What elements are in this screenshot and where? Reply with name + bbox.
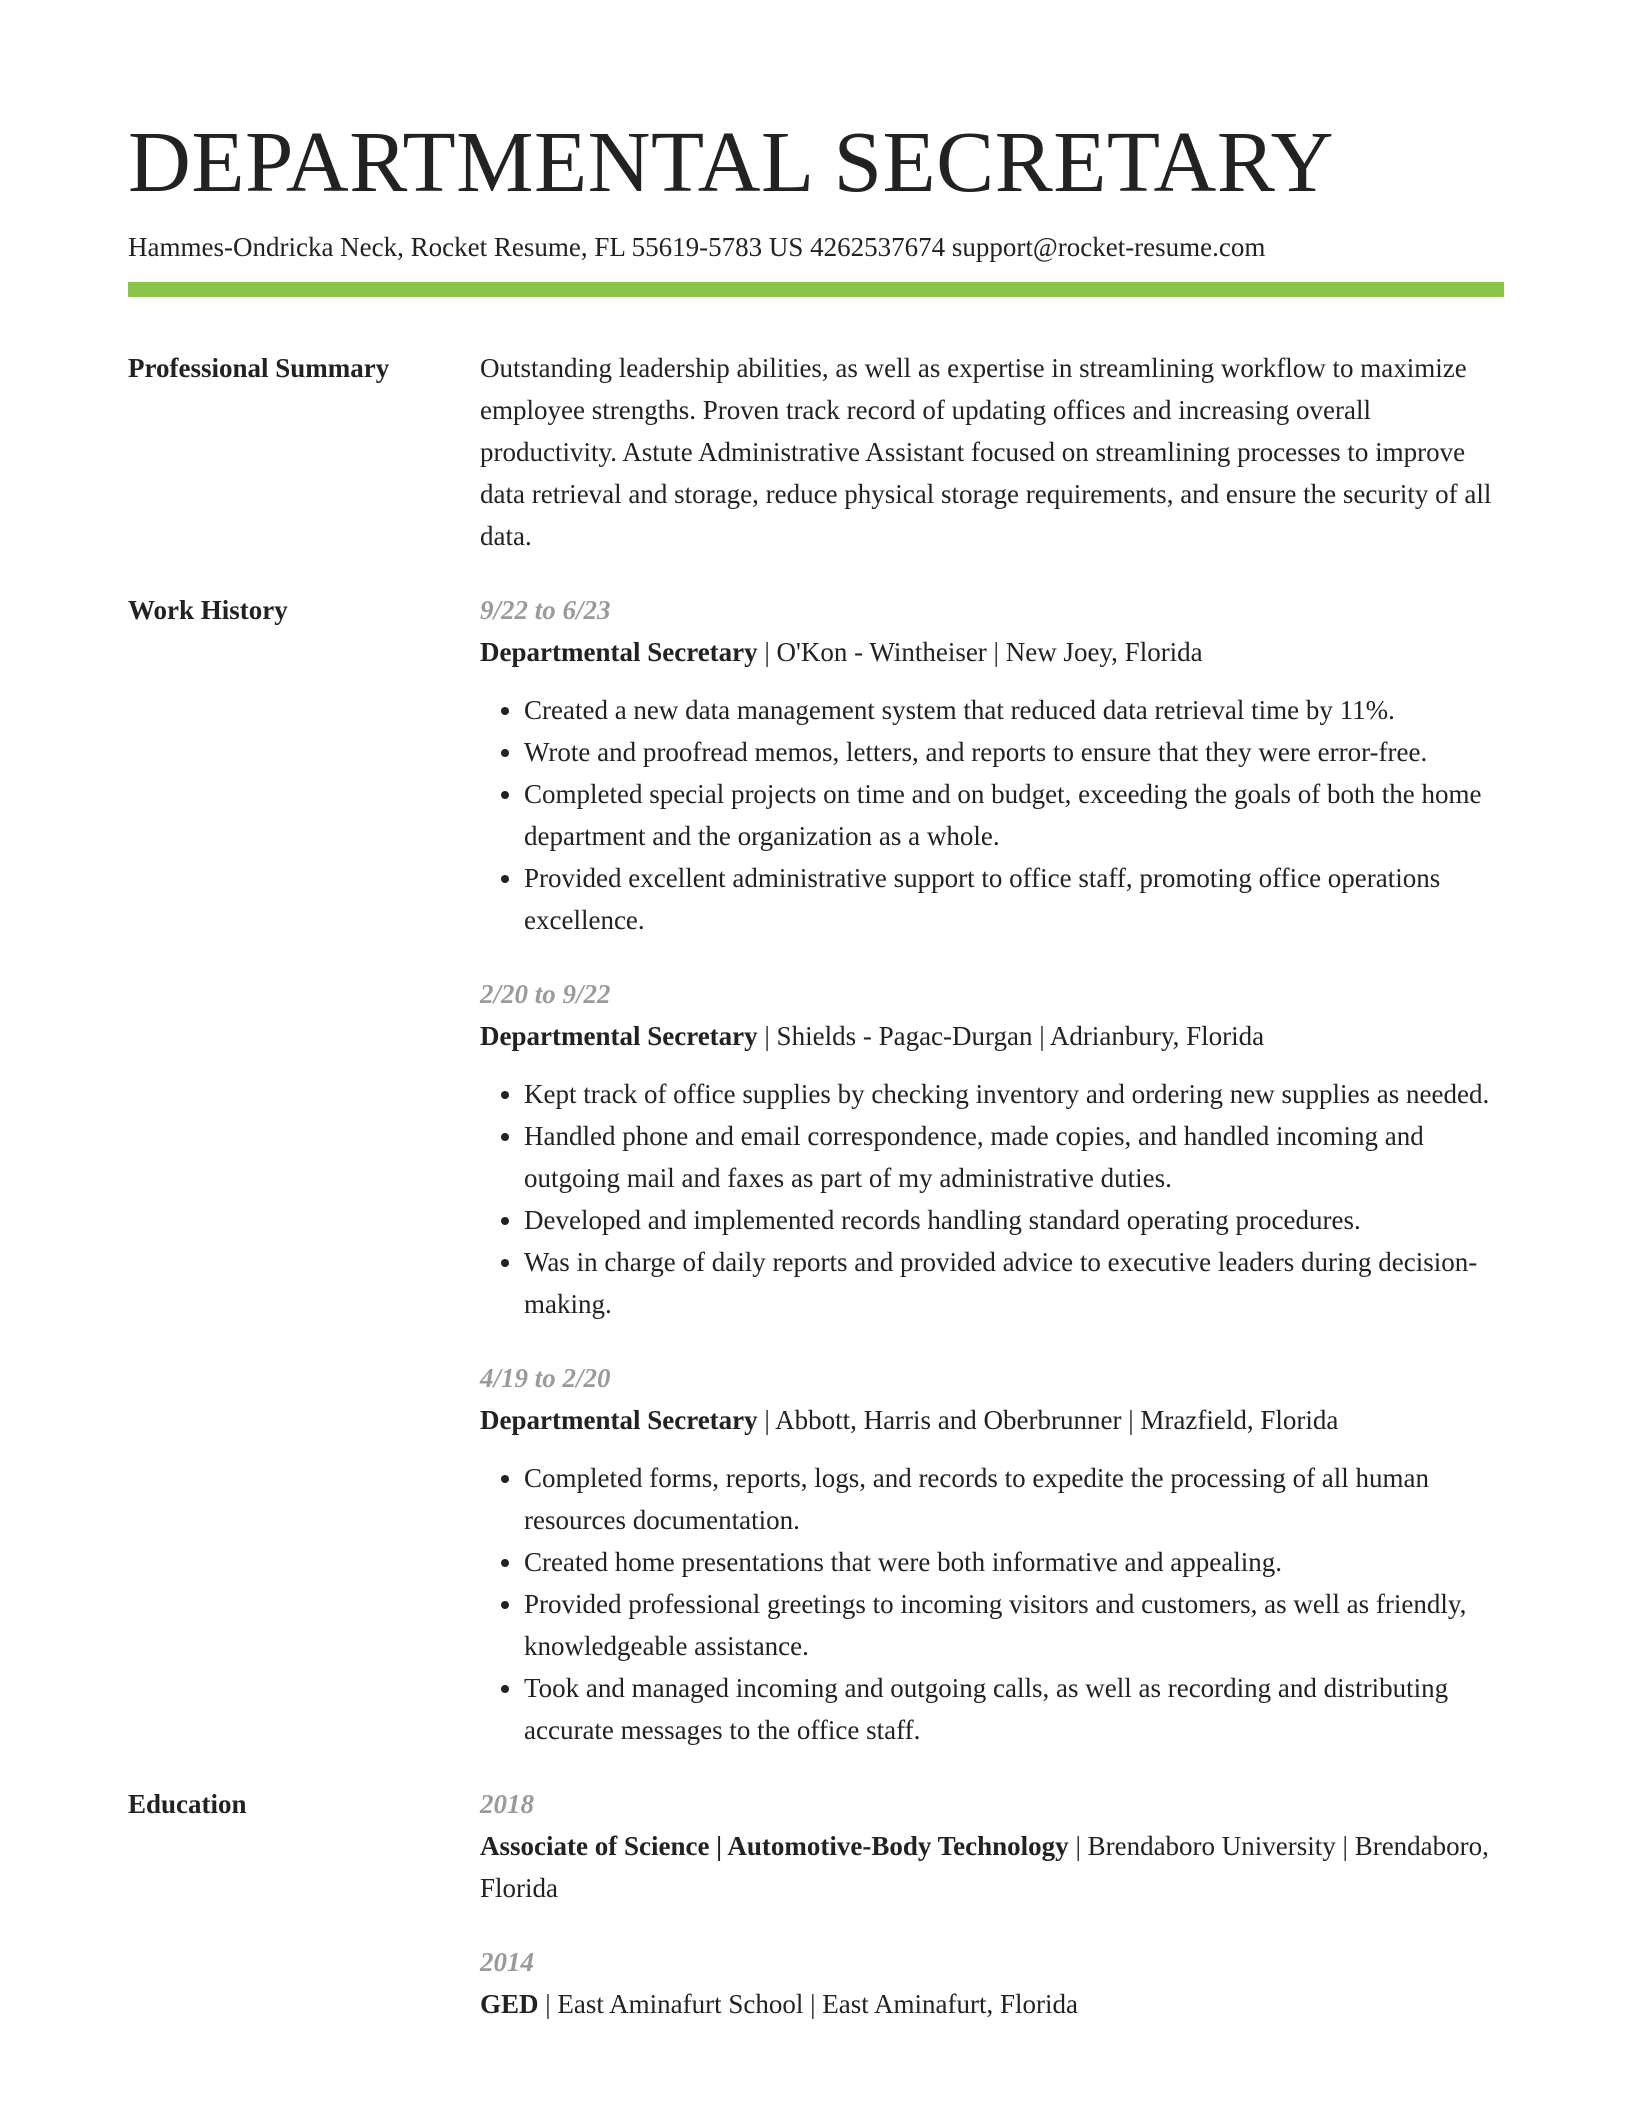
job-entry [480,589,1504,941]
job-title: Departmental Secretary [480,637,758,667]
job-entry [480,1357,1504,1751]
job-bullet: • Took and managed incoming and outgoing calls, as well as recording and distributing accurate messages to the office staff. [524,1667,1504,1751]
job-bullet: • Handled phone and email correspondence, made copies, and handled incoming and outgoing mail and faxes as part of my administrative duties. [524,1115,1504,1199]
job-details: | O'Kon - Wintheiser | New Joey, Florida [757,637,1203,667]
job-details: | Abbott, Harris and Oberbrunner | Mrazfield, Florida [757,1405,1339,1435]
job-bullets [480,1457,1504,1751]
job-bullet: • Completed special projects on time and on budget, exceeding the goals of both the home department and the organization as a whole. [524,773,1504,857]
job-dates: 4/19 to 2/20 [480,1363,611,1393]
job-bullet: • Created home presentations that were both informative and appealing. [524,1541,1504,1583]
job-dates: 9/22 to 6/23 [480,595,611,625]
education-entry [480,1783,1504,1909]
accent-divider [128,282,1504,297]
job-bullet: • Completed forms, reports, logs, and records to expedite the processing of all human resources documentation. [524,1457,1504,1541]
job-bullet: • Created a new data management system that reduced data retrieval time by 11%. [524,689,1504,731]
summary-section [128,347,1504,557]
job-bullet: • Wrote and proofread memos, letters, and reports to ensure that they were error-free. [524,731,1504,773]
summary-label: Professional Summary [128,353,390,383]
resume-title: DEPARTMENTAL SECRETARY [128,113,1334,210]
job-bullet: • Kept track of office supplies by checking inventory and ordering new supplies as needed. [524,1073,1504,1115]
job-bullet: • Developed and implemented records handling standard operating procedures. [524,1199,1504,1241]
job-title: Departmental Secretary [480,1405,758,1435]
job-bullet: • Was in charge of daily reports and provided advice to executive leaders during decision-making. [524,1241,1504,1325]
job-entry [480,973,1504,1325]
job-dates: 2/20 to 9/22 [480,979,611,1009]
education-degree: GED [480,1989,539,2019]
job-heading [480,1399,1504,1441]
education-details: | East Aminafurt School | East Aminafurt, Florida [538,1989,1079,2019]
job-bullets [480,689,1504,941]
job-heading [480,631,1504,673]
job-bullet: • Provided professional greetings to incoming visitors and customers, as well as friendly, knowledgeable assistance. [524,1583,1504,1667]
job-bullet: • Provided excellent administrative support to office staff, promoting office operations excellence. [524,857,1504,941]
job-details: | Shields - Pagac-Durgan | Adrianbury, Florida [757,1021,1265,1051]
education-label: Education [128,1789,247,1819]
work-history-section [128,589,1504,1751]
education-heading [480,1825,1504,1909]
education-heading [480,1983,1504,2025]
job-title: Departmental Secretary [480,1021,758,1051]
work-history-label: Work History [128,595,288,625]
contact-line: Hammes-Ondricka Neck, Rocket Resume, FL 55619-5783 US 4262537674 support@rocket-resume.com [128,232,1266,262]
summary-text: Outstanding leadership abilities, as well as expertise in streamlining workflow to maximize employee strengths. Proven track record of updating offices and increasing overall productivity. Astute Administrative Assistant focused on streamlining processes to improve data retrieval and storage, reduce physical storage requirements, and ensure the security of all data. [480,353,1492,551]
education-body [480,1783,1504,2025]
job-heading [480,1015,1504,1057]
job-bullets [480,1073,1504,1325]
education-section [128,1783,1504,2025]
education-entry [480,1941,1504,2025]
education-degree: Associate of Science | Automotive-Body Technology [480,1831,1069,1861]
work-history-body [480,589,1504,1751]
education-details: | Brendaboro University | Brendaboro, Florida [480,1831,1489,1903]
education-year: 2014 [480,1947,534,1977]
education-year: 2018 [480,1789,534,1819]
